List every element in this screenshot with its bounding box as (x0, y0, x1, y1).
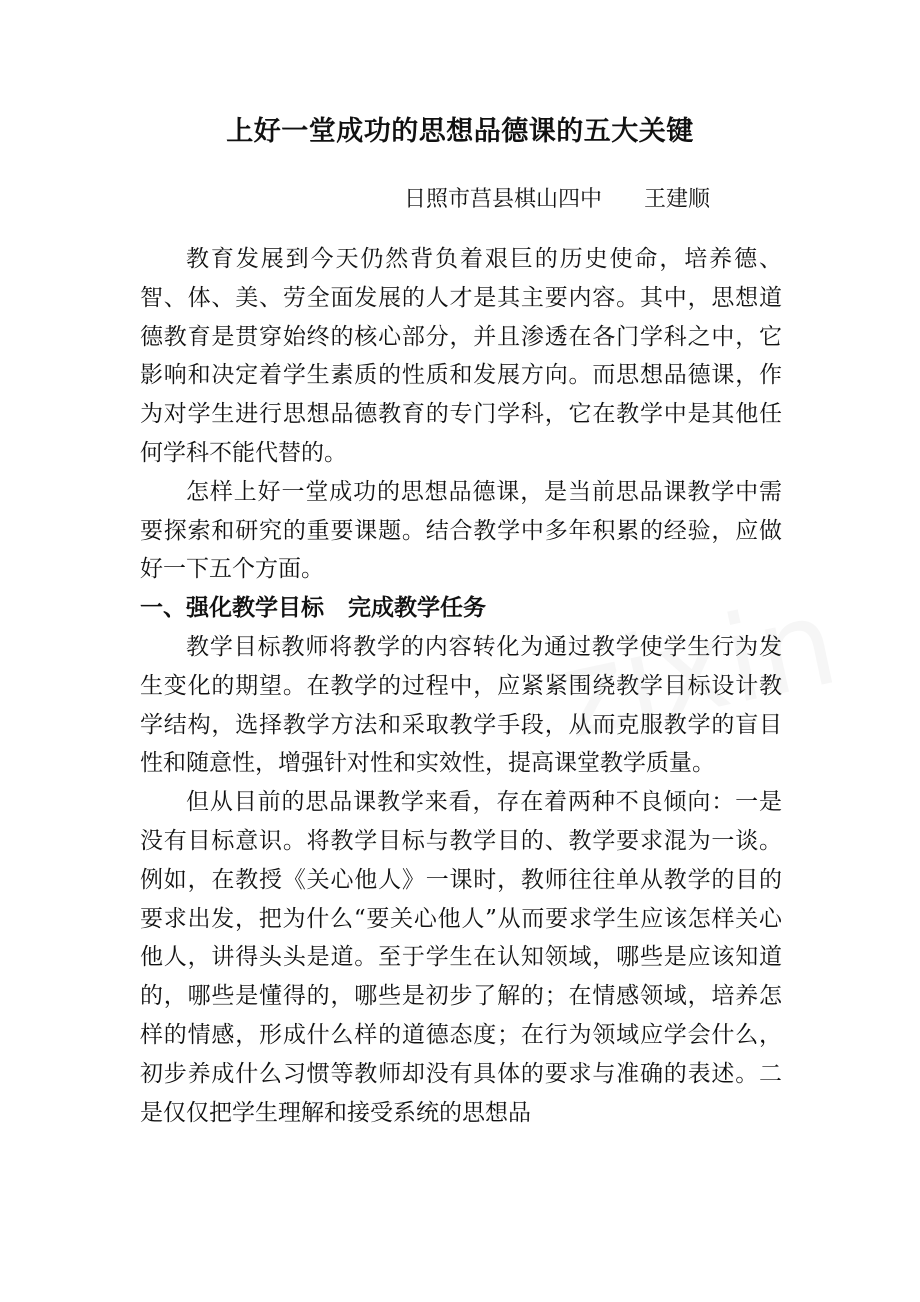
paragraph-question: 怎样上好一堂成功的思想品德课，是当前思品课教学中需要探索和研究的重要课题。结合教学中多年积累的经验，应做好一下五个方面。 (140, 478, 782, 583)
author-line: 日照市莒县棋山四中 王建顺 (404, 187, 710, 212)
section-heading-1: 一、强化教学目标 完成教学任务 (140, 595, 487, 622)
document-title: 上好一堂成功的思想品德课的五大关键 (226, 116, 694, 147)
paragraph-section1-b: 但从目前的思品课教学来看，存在着两种不良倾向：一是没有目标意识。将教学目标与教学目的、教学要求混为一谈。例如，在教授《关心他人》一课时，教师往往单从教学的目的要求出发，把为什么“要关心他人”从而要求学生应该怎样关心他人，讲得头头是道。至于学生在认知领域，哪些是应该知道的，哪些是懂得的，哪些是初步了解的；在情感领域，培养怎样的情感，形成什么样的道德态度；在行为领域应学会什么，初步养成什么习惯等教师却没有具体的要求与准确的表述。二是仅仅把学生理解和接受系统的思想品 (140, 789, 782, 1126)
paragraph-intro: 教育发展到今天仍然背负着艰巨的历史使命，培养德、智、体、美、劳全面发展的人才是其主要内容。其中，思想道德教育是贯穿始终的核心部分，并且渗透在各门学科之中，它影响和决定着学生素质的性质和发展方向。而思想品德课，作为对学生进行思想品德教育的专门学科，它在教学中是其他任何学科不能代替的。 (140, 246, 782, 466)
document-body (140, 240, 782, 1132)
paragraph-section1-a: 教学目标教师将教学的内容转化为通过教学使学生行为发生变化的期望。在教学的过程中，应紧紧围绕教学目标设计教学结构，选择教学方法和采取教学手段，从而克服教学的盲目性和随意性，增强针对性和实效性，提高课堂教学质量。 (140, 633, 782, 777)
